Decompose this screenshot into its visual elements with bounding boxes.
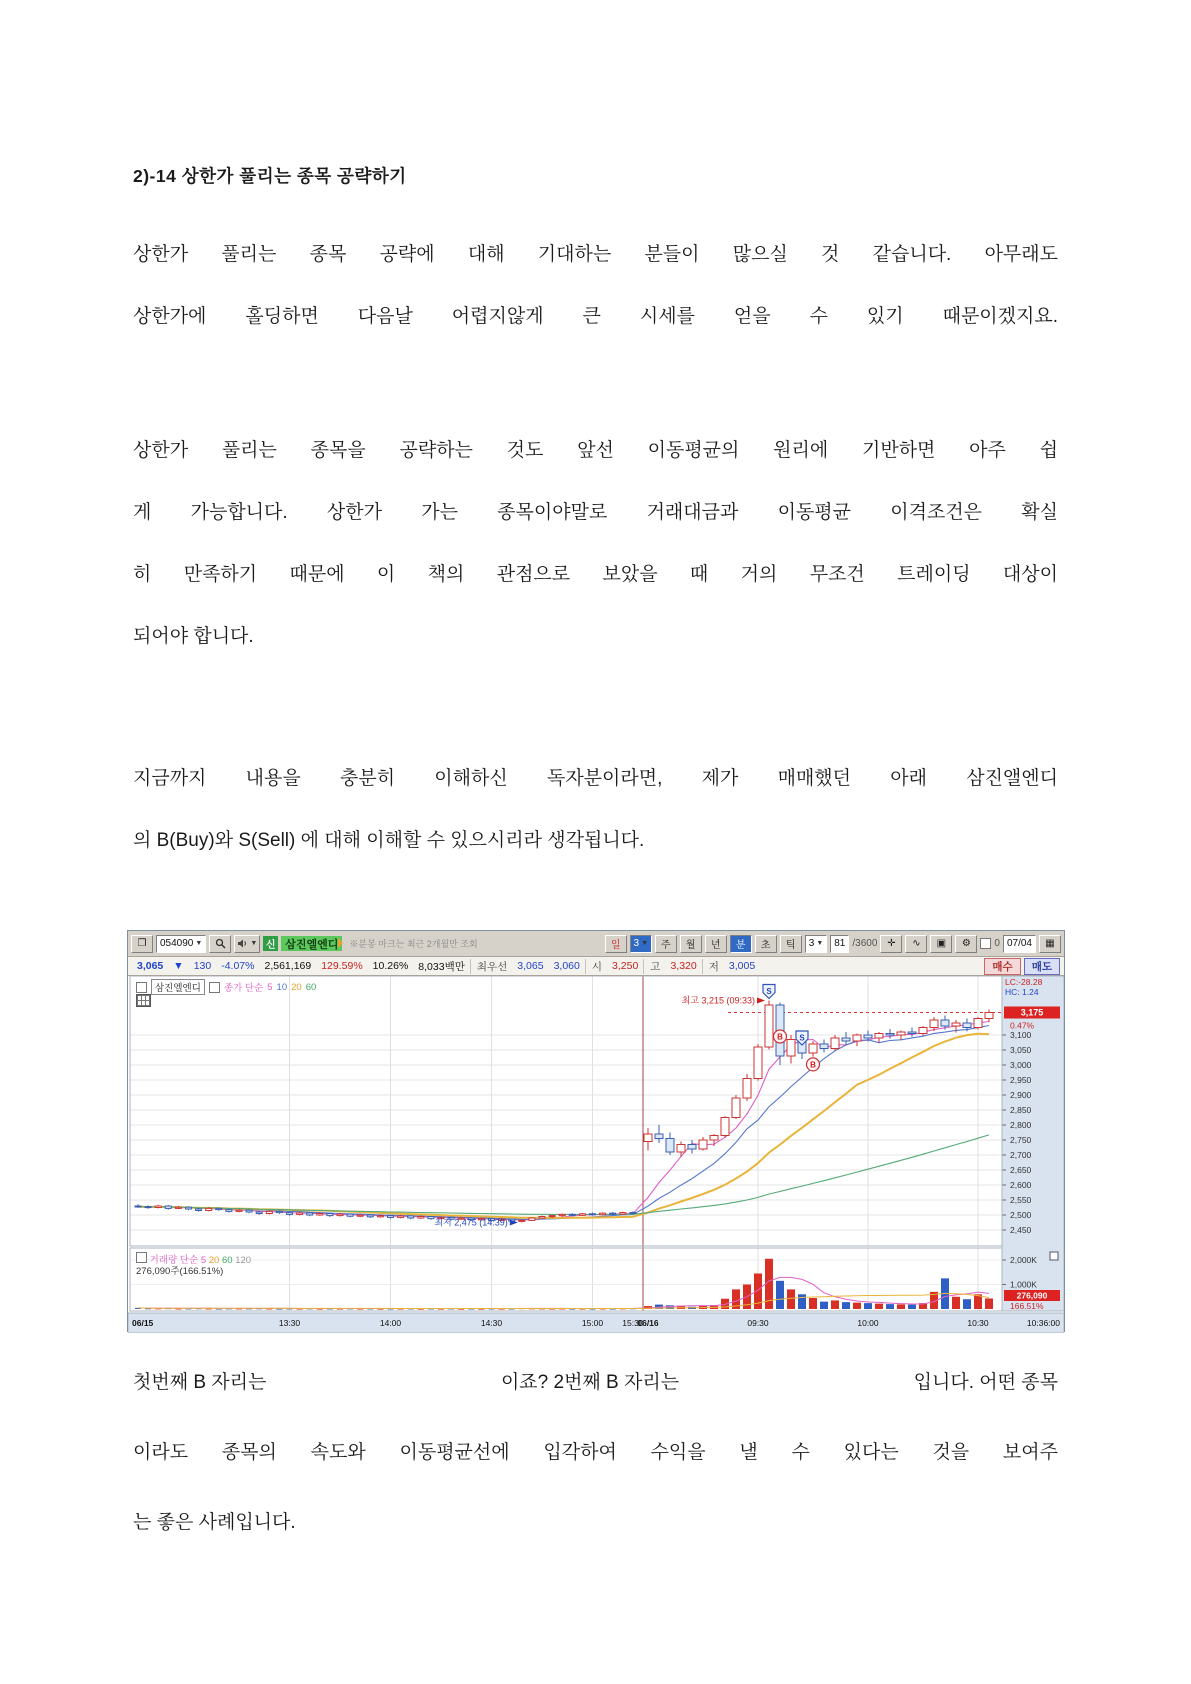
svg-text:B: B [777, 1032, 783, 1042]
data-grid-icon[interactable] [136, 994, 151, 1007]
current-change-pct: 0.47% [1010, 1020, 1035, 1031]
paragraph-line: 상한가에 홀딩하면 다음날 어렵지않게 큰 시세를 얻을 수 있기 때문이겠지요. [133, 306, 1058, 327]
time-axis-label: 15:00 [581, 1318, 604, 1328]
buy-button[interactable]: 매수 [984, 958, 1020, 975]
price-axis-label: 2,550 [1010, 1195, 1032, 1205]
change-percent: -4.07% [221, 960, 255, 972]
paragraph-line: 상한가 풀리는 종목 공략에 대해 기대하는 분들이 많으실 것 같습니다. 아무래도 [133, 244, 1058, 265]
period-day-button[interactable]: 일 [605, 935, 627, 953]
paragraph-line: 의 B(Buy)와 S(Sell) 에 대해 이해할 수 있으시리라 생각됩니다. [133, 830, 645, 851]
time-axis-label: 09:30 [747, 1318, 769, 1328]
candlestick-chart-canvas[interactable] [128, 976, 1064, 1333]
paragraph-line: 지금까지 내용을 충분히 이해하신 독자분이라면, 제가 매매했던 아래 삼진앨엔디 [133, 768, 1058, 789]
open-label: 시 [585, 959, 607, 974]
blank-answer-gap [381, 1348, 386, 1418]
hc-value: HC: 1.24 [1005, 987, 1039, 997]
svg-text:276,090: 276,090 [1016, 1290, 1048, 1301]
paragraph-line: 이라도 종목의 속도와 이동평균선에 입각하여 수익을 낼 수 있다는 것을 보여주 [133, 1442, 1058, 1463]
trendline-tool-icon[interactable]: ∿ [905, 935, 927, 953]
paragraph-line: 되어야 합니다. [133, 626, 254, 647]
svg-text:S: S [766, 987, 772, 996]
price-axis-label: 3,000 [1010, 1060, 1032, 1070]
stock-name-label[interactable]: 삼진엘엔디 [281, 936, 342, 951]
price-annotation: 최저 2,475 (14:39) [434, 1217, 508, 1228]
chevron-down-icon: ▼ [641, 940, 648, 947]
low-label: 저 [702, 959, 724, 974]
paragraph-line: 히 만족하기 때문에 이 책의 관점으로 보았을 때 거의 무조건 트레이딩 대상이 [133, 564, 1058, 585]
save-chart-icon[interactable]: ▣ [930, 935, 952, 953]
calendar-icon[interactable]: ▦ [1039, 935, 1061, 953]
period-month-button[interactable]: 월 [680, 935, 702, 953]
volume-axis-label: 2,000K [1010, 1255, 1037, 1265]
best-ask: 3,065 [517, 960, 544, 972]
time-axis-label: 13:30 [278, 1318, 301, 1328]
sell-button[interactable]: 매도 [1024, 958, 1060, 975]
time-axis-label: 06/15 [132, 1318, 154, 1328]
change-value: 130 [193, 960, 212, 972]
svg-text:3,175: 3,175 [1020, 1007, 1044, 1018]
time-axis-label: 06/16 [637, 1318, 659, 1328]
last-price: 3,065 [137, 960, 164, 972]
volume-ratio-pct: 166.51% [1010, 1301, 1044, 1311]
paragraph-line: 상한가 풀리는 종목을 공략하는 것도 앞선 이동평균의 원리에 기반하면 아주 쉽 [133, 440, 1058, 461]
blank-answer-gap [794, 1348, 799, 1418]
price-axis-label: 2,800 [1010, 1120, 1032, 1130]
legend-vol-ma120: 120 [235, 1255, 252, 1266]
paragraph-3 [133, 748, 1058, 872]
legend-ma-label: 종가 단순 [223, 983, 264, 994]
price-axis-label: 2,900 [1010, 1090, 1032, 1100]
high-label: 고 [643, 959, 665, 974]
crosshair-tool-icon[interactable]: ✛ [880, 935, 902, 953]
legend-vol-ma20: 20 [208, 1255, 220, 1266]
legend-ma60: 60 [305, 981, 317, 993]
blank-line-segment: 이죠? 2번째 B 자리는 [500, 1372, 680, 1393]
price-axis-label: 2,700 [1010, 1150, 1032, 1160]
price-axis-label: 2,750 [1010, 1135, 1032, 1145]
price-axis-label: 2,450 [1010, 1225, 1032, 1235]
time-axis-label: 10:00 [857, 1318, 879, 1328]
bar-count-input[interactable]: 81 [830, 935, 849, 953]
bar-count-max: /3600 [852, 938, 878, 949]
window-restore-icon[interactable]: ❐ [131, 935, 153, 953]
quote-info-bar [128, 957, 1064, 976]
search-icon[interactable] [209, 935, 231, 953]
high-price: 3,320 [670, 960, 697, 972]
low-price: 3,005 [728, 960, 756, 972]
date-input[interactable]: 07/04 [1003, 935, 1036, 953]
minute-bar-notice: ※분봉 마크는 최근 2개월만 조회 [349, 939, 478, 949]
chevron-down-icon: ▼ [195, 940, 203, 947]
volume-ratio: 129.59% [321, 960, 363, 972]
period-minute-button[interactable]: 분 [730, 935, 752, 953]
time-axis-label: 10:30 [967, 1318, 989, 1328]
blank-line-segment: 입니다. 어떤 종목 [913, 1372, 1058, 1393]
stock-chart-window [127, 930, 1065, 1332]
compare-checkbox[interactable] [980, 938, 991, 949]
minute-count-select[interactable]: 3 ▼ [805, 935, 828, 953]
legend-vol-ma5: 5 [200, 1255, 207, 1266]
stock-code-input[interactable]: 054090 ▼ [156, 935, 206, 953]
turnover-ratio: 10.26% [372, 960, 409, 972]
period-tick-button[interactable]: 틱 [780, 935, 802, 953]
time-axis-label: 14:00 [379, 1318, 402, 1328]
lc-value: LC:-28.28 [1005, 977, 1043, 987]
time-axis-label: 14:30 [480, 1318, 503, 1328]
price-axis-label: 2,600 [1010, 1180, 1032, 1190]
legend-vol-label: 거래량 단순 [149, 1255, 199, 1266]
volume-checkbox[interactable] [136, 1252, 147, 1263]
day-count-select[interactable]: 3 ▼ [630, 935, 652, 953]
sound-alert-icon[interactable] [234, 935, 260, 953]
trade-marker-buy [807, 1058, 820, 1071]
compare-label: 0 [994, 938, 1000, 949]
best-quote-label: 최우선 [470, 959, 512, 974]
price-axis-label: 2,850 [1010, 1105, 1032, 1115]
paragraph-4 [133, 1348, 1058, 1558]
period-second-button[interactable]: 초 [755, 935, 777, 953]
chart-plot-area[interactable] [128, 976, 1064, 1333]
paragraph-2 [133, 420, 1058, 668]
price-axis-label: 3,050 [1010, 1045, 1032, 1055]
time-axis-label: 10:36:00 [1026, 1318, 1060, 1328]
new-listing-badge: 신 [263, 936, 278, 951]
blank-line-segment: 첫번째 B 자리는 [133, 1372, 267, 1393]
section-heading: 2)-14 상한가 풀리는 종목 공략하기 [133, 166, 407, 186]
legend-ma5: 5 [267, 981, 273, 993]
chart-toolbar [128, 931, 1064, 957]
price-axis-label: 2,650 [1010, 1165, 1032, 1175]
open-price: 3,250 [612, 960, 639, 972]
ma-checkbox[interactable] [209, 982, 220, 993]
period-year-button[interactable]: 년 [705, 935, 727, 953]
chart-settings-icon[interactable]: ⚙ [955, 935, 977, 953]
legend-ma10: 10 [276, 981, 288, 993]
paragraph-1 [133, 224, 1058, 348]
price-axis-label: 3,100 [1010, 1030, 1032, 1040]
price-annotation: 최고 3,215 (09:33) [681, 995, 755, 1006]
chevron-down-icon: ▼ [250, 940, 258, 947]
volume-summary: 276,090주(166.51%) [136, 1266, 224, 1277]
down-arrow-icon: ▼ [173, 960, 184, 972]
expand-pane-icon [1050, 1252, 1058, 1260]
volume: 2,561,169 [264, 960, 312, 972]
volume-axis-label: 1,000K [1010, 1279, 1037, 1290]
legend-stock-name: 삼진엘엔디 [151, 979, 205, 995]
trade-amount: 8,033백만 [418, 960, 465, 973]
best-bid: 3,060 [553, 960, 580, 972]
svg-text:S: S [799, 1033, 805, 1043]
legend-ma20: 20 [291, 981, 302, 993]
paragraph-line: 게 가능합니다. 상한가 가는 종목이야말로 거래대금과 이동평균 이격조건은 확실 [133, 502, 1058, 523]
legend-vol-ma60: 60 [221, 1255, 233, 1266]
trade-marker-buy [774, 1030, 787, 1043]
paragraph-line: 는 좋은 사례입니다. [133, 1512, 296, 1533]
price-axis-label: 2,500 [1010, 1210, 1032, 1220]
price-axis-label: 2,950 [1010, 1075, 1032, 1085]
time-axis-label: 15:30 [622, 1318, 644, 1328]
svg-text:B: B [810, 1060, 816, 1070]
fill-in-blank-line [133, 1348, 1058, 1418]
period-week-button[interactable]: 주 [655, 935, 677, 953]
chevron-down-icon: ▼ [816, 940, 824, 947]
series-checkbox[interactable] [136, 982, 147, 993]
